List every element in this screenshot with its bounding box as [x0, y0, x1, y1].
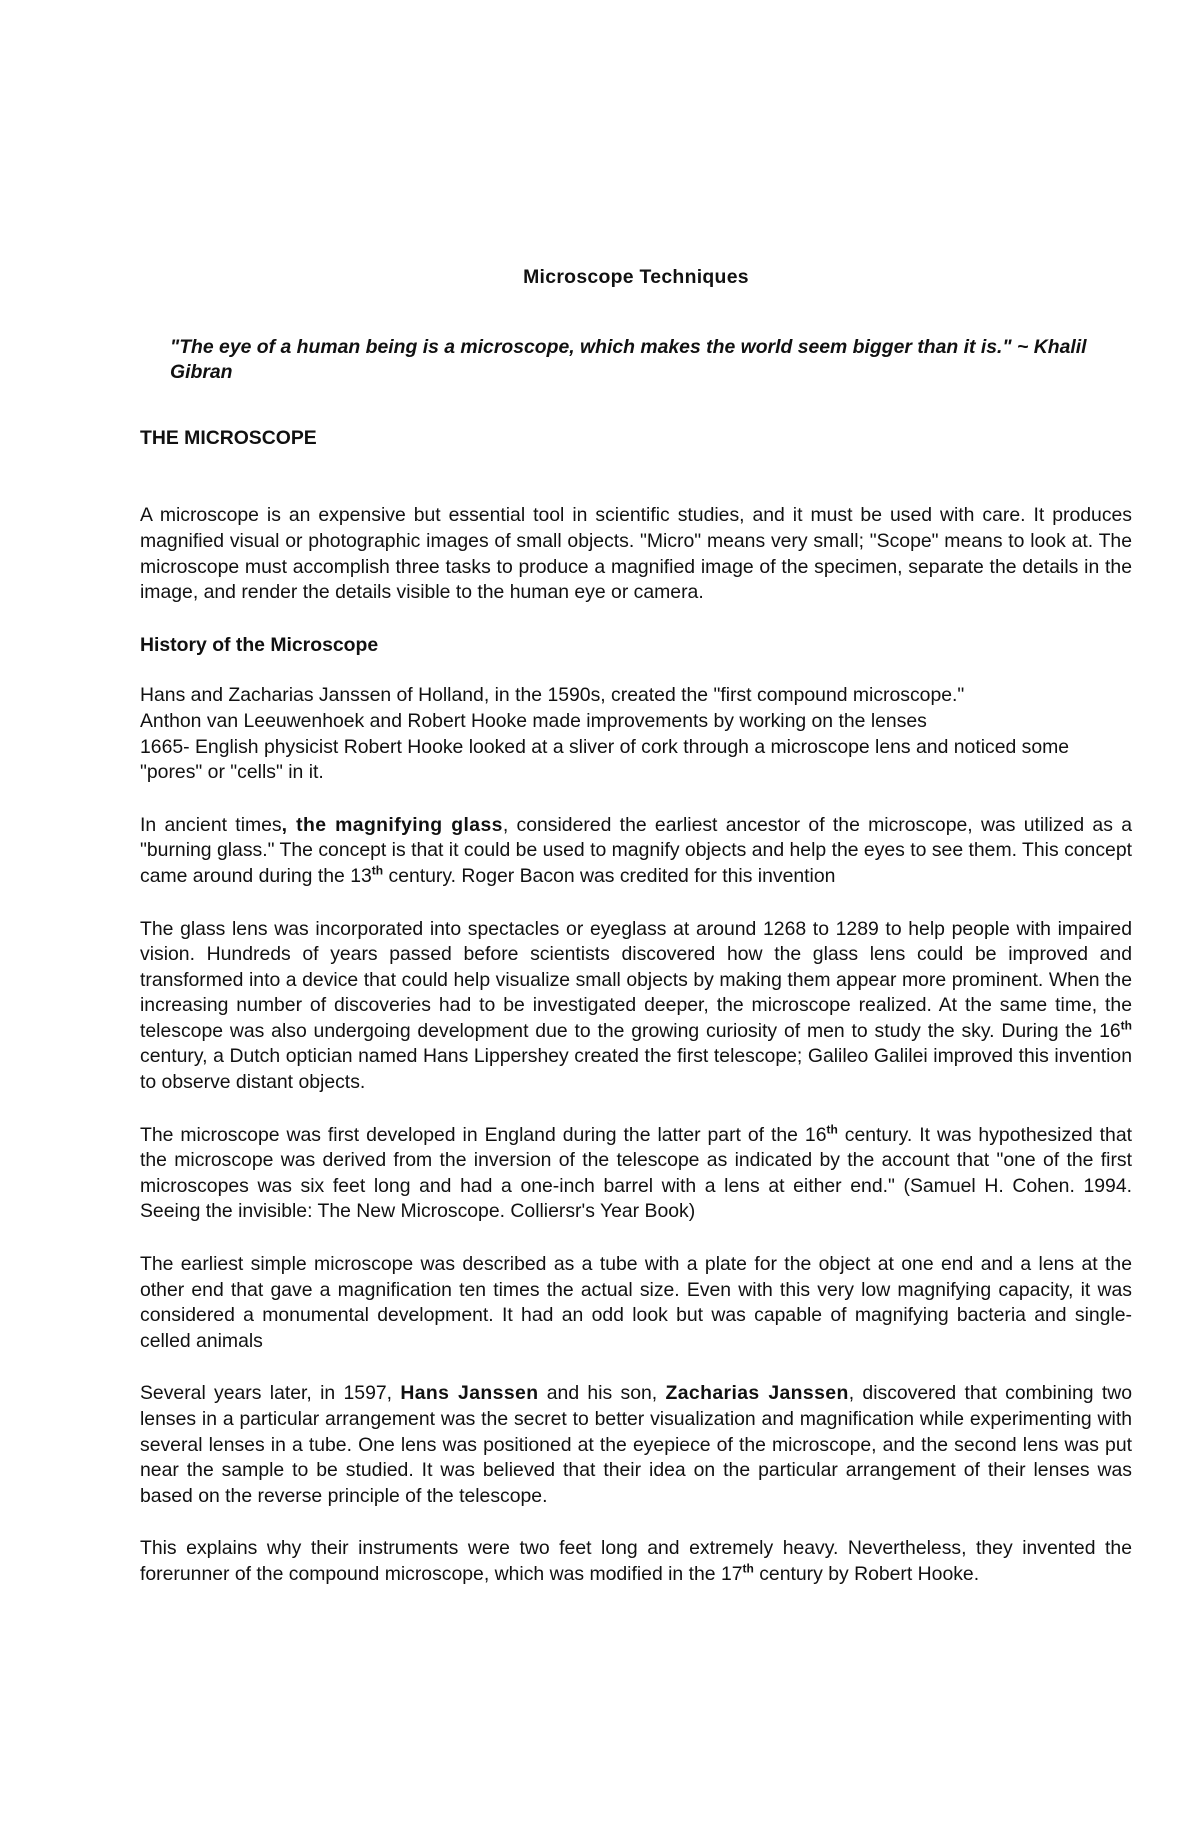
document-title: Microscope Techniques	[523, 266, 749, 288]
document-body	[140, 265, 1132, 1615]
paragraph-england: The microscope was first developed in England during the latter part of the 16th century. It was hypothesized that the microscope was derived from the inversion of the telescope as indicated by the account that "one of the first microscopes was six feet long and had a one-inch barrel with a lens at either end." (Samuel H. Cohen. 1994. Seeing the invisible: The New Microscope. Colliersr's Year Book)	[140, 1122, 1133, 1223]
paragraph-forerunner: This explains why their instruments were two feet long and extremely heavy. Nevertheless, they invented the forerunner of the compound microscope, which was modified in the 17th century by Robert Hooke.	[140, 1537, 1132, 1585]
subsection-heading: History of the Microscope	[140, 633, 379, 656]
intro-paragraph: A microscope is an expensive but essential tool in scientific studies, and it must be used with care. It produces magnified visual or photographic images of small objects. "Micro" means very small; "Scope" means to look at. The microscope must accomplish three tasks to produce a magnified image of the specimen, separate the details in the image, and render the details visible to the human eye or camera.	[140, 504, 1132, 604]
paragraph-simple-microscope: The earliest simple microscope was described as a tube with a plate for the object at one end and a lens at the other end that gave a magnification ten times the actual size. Even with this very low magnifying capacity, it was considered a monumental development. It had an odd look but was capable of magnifying bacteria and single-celled animals	[140, 1253, 1132, 1352]
paragraph-glass-lens: The glass lens was incorporated into spectacles or eyeglass at around 1268 to 1289 to help people with impaired vision. Hundreds of years passed before scientists discovered how the glass lens could be improved and transformed into a device that could help visualize small objects by making them appear more prominent. When the increasing number of discoveries had to be investigated deeper, the microscope realized. At the same time, the telescope was also undergoing development due to the growing curiosity of men to study the sky. During the 16th century, a Dutch optician named Hans Lippershey created the first telescope; Galileo Galilei improved this invention to observe distant objects.	[140, 917, 1132, 1094]
history-line-leeuwenhoek: Anthon van Leeuwenhoek and Robert Hooke made improvements by working on the lenses	[140, 709, 927, 732]
epigraph-quote: "The eye of a human being is a microscope, which makes the world seem bigger than it is." ~ Khalil Gibran	[170, 335, 1087, 384]
paragraph-janssen: Several years later, in 1597, Hans Janssen and his son, Zacharias Janssen, discovered that combining two lenses in a particular arrangement was the secret to better visualization and magnification while experimenting with several lenses in a tube. One lens was positioned at the eyepiece of the microscope, and the second lens was put near the sample to be studied. It was believed that their idea on the particular arrangement of their lenses was based on the reverse principle of the telescope.	[140, 1382, 1132, 1507]
paragraph-magnifying-glass: In ancient times, the magnifying glass, considered the earliest ancestor of the microscope, was utilized as a "burning glass." The concept is that it could be used to magnify objects and help the eyes to see them. This concept came around during the 13th century. Roger Bacon was credited for this invention	[140, 813, 1132, 887]
section-heading: THE MICROSCOPE	[140, 426, 317, 449]
history-line-janssen: Hans and Zacharias Janssen of Holland, in the 1590s, created the "first compound microscope."	[140, 684, 965, 707]
history-line-hooke: 1665- English physicist Robert Hooke looked at a sliver of cork through a microscope lens and noticed some "pores" or "cells" in it.	[140, 735, 1070, 784]
history-list	[140, 683, 1132, 785]
